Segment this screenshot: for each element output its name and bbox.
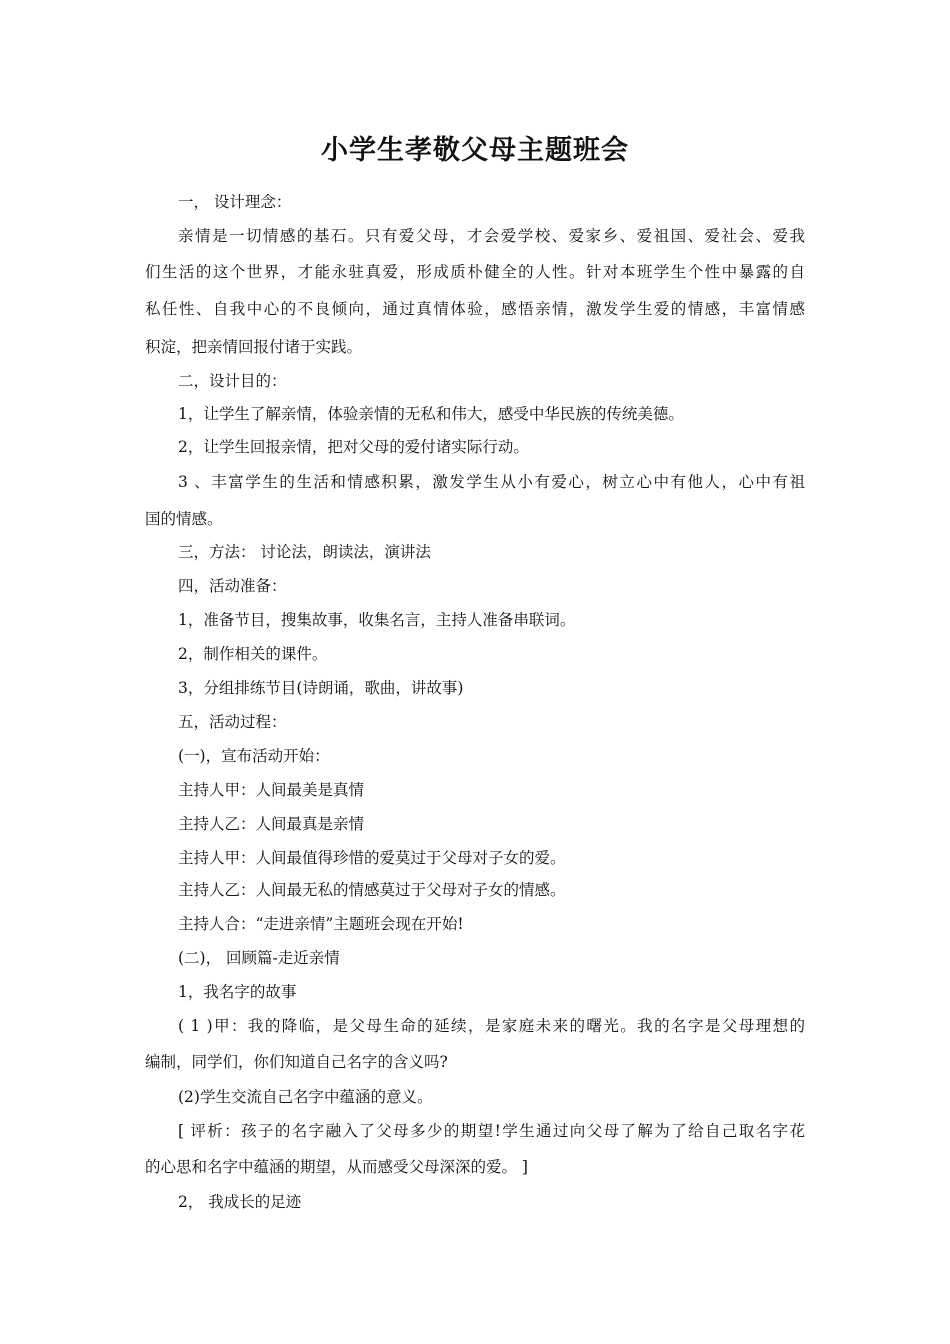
paragraph-line: 1，让学生了解亲情，体验亲情的无私和伟大，感受中华民族的传统美德。 [178,405,684,423]
section-heading: 四，活动准备： [178,577,287,595]
paragraph-line: 1，我名字的故事 [178,983,297,1001]
paragraph-line: 主持人乙：人间最真是亲情 [178,815,365,833]
paragraph-line: 主持人乙：人间最无私的情感莫过于父母对子女的情感。 [178,881,566,899]
paragraph-line: 主持人合：“走进亲情”主题班会现在开始! [178,915,464,933]
paragraph-line: 编制，同学们，你们知道自己名字的含义吗? [145,1053,448,1071]
section-heading: 三，方法： 讨论法，朗读法，演讲法 [178,543,431,561]
paragraph-line: 私任性、自我中心的不良倾向，通过真情体验，感悟亲情，激发学生爱的情感，丰富情感 [145,300,805,318]
paragraph-line: [ 评析：孩子的名字融入了父母多少的期望!学生通过向父母了解为了给自己取名字花 [178,1122,805,1140]
paragraph-line: 2， 我成长的足迹 [178,1193,302,1211]
paragraph-line: 主持人甲：人间最美是真情 [178,781,365,799]
paragraph-line: 2，让学生回报亲情，把对父母的爱付诸实际行动。 [178,438,529,456]
paragraph-line: (2)学生交流自己名字中蕴涵的意义。 [178,1088,433,1106]
paragraph-line: (一)，宣布活动开始： [178,747,330,765]
paragraph-line: (二)， 回顾篇-走近亲情 [178,949,340,967]
paragraph-line: 国的情感。 [145,510,223,528]
document-title: 小学生孝敬父母主题班会 [321,135,629,166]
paragraph-line: 们生活的这个世界，才能永驻真爱，形成质朴健全的人性。针对本班学生个性中暴露的自 [145,263,805,281]
paragraph-line: 的心思和名字中蕴涵的期望，从而感受父母深深的爱。 ] [145,1158,528,1176]
section-heading: 二，设计目的： [178,372,287,390]
paragraph-line: 主持人甲：人间最值得珍惜的爱莫过于父母对子女的爱。 [178,849,566,867]
paragraph-line: 3，分组排练节目(诗朗诵，歌曲，讲故事) [178,679,464,697]
section-heading: 五，活动过程： [178,713,287,731]
paragraph-line: 3 、丰富学生的生活和情感积累，激发学生从小有爱心，树立心中有他人，心中有祖 [178,473,805,491]
paragraph-line: ( 1 )甲：我的降临，是父母生命的延续，是家庭未来的曙光。我的名字是父母理想的 [178,1017,805,1035]
paragraph-line: 一， 设计理念： [178,193,292,211]
paragraph-line: 积淀，把亲情回报付诸于实践。 [145,338,363,356]
paragraph-line: 1，准备节目，搜集故事，收集名言，主持人准备串联词。 [178,611,576,629]
paragraph-line: 2，制作相关的课件。 [178,645,328,663]
paragraph-line: 亲情是一切情感的基石。只有爱父母，才会爱学校、爱家乡、爱祖国、爱社会、爱我 [178,227,805,245]
